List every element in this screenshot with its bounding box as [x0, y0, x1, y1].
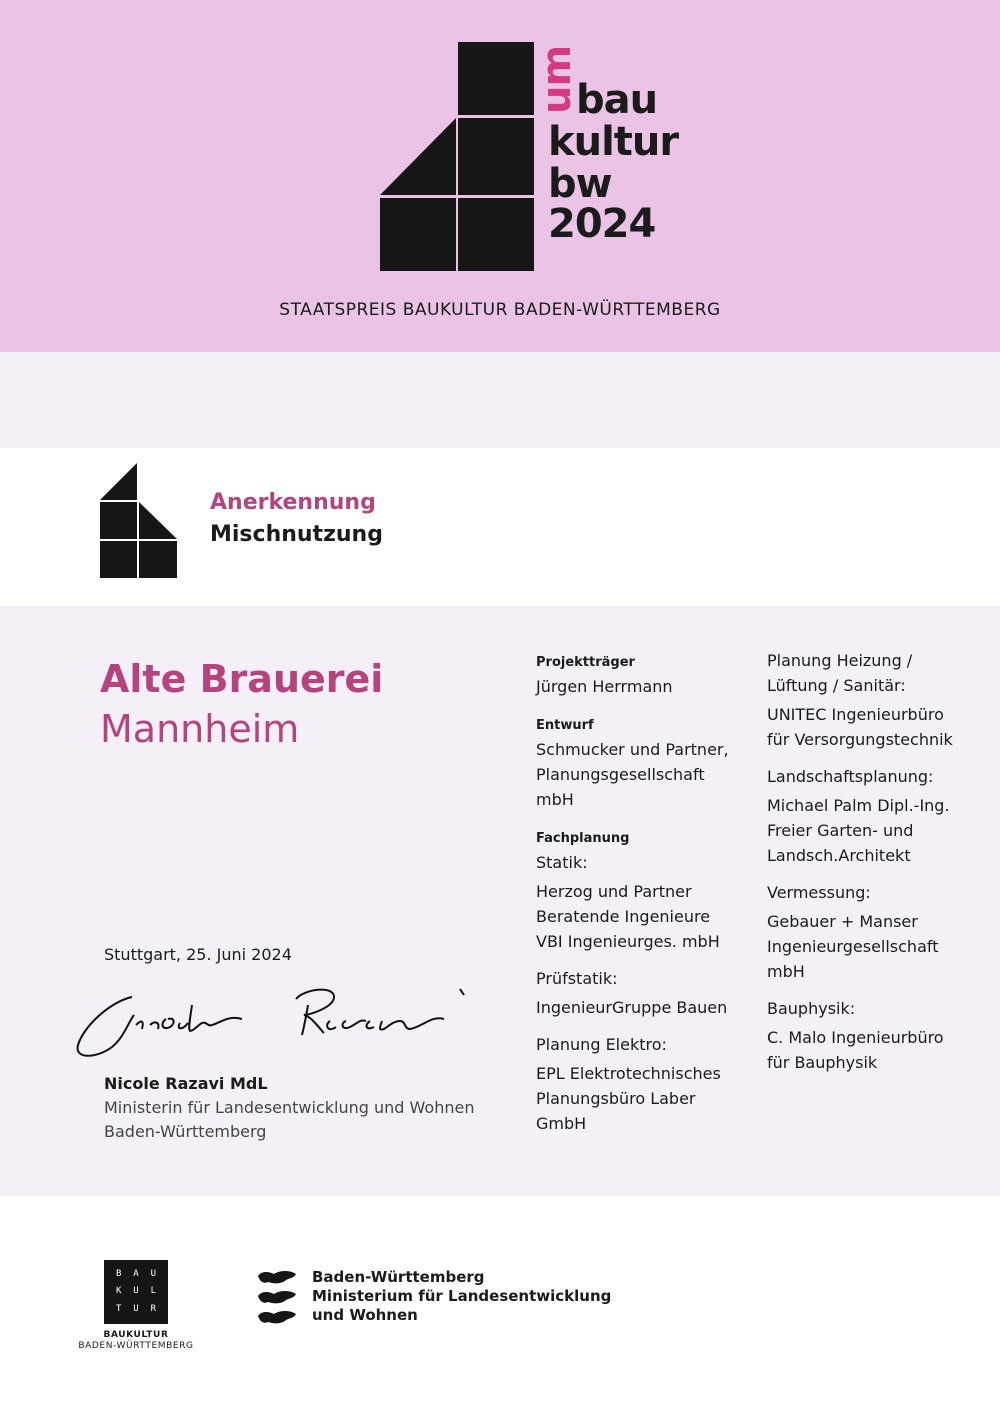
- statik-label: Statik:: [536, 853, 588, 872]
- bk-letter: U: [150, 1269, 157, 1279]
- bk-letter: R: [150, 1303, 157, 1314]
- credits-column-2: [767, 648, 967, 1075]
- bk-letter: T: [115, 1303, 122, 1314]
- baukultur-letter-grid: [110, 1266, 162, 1318]
- project-title: [100, 655, 383, 755]
- award-level: Anerkennung: [210, 490, 376, 515]
- logo-prefix: um: [534, 45, 580, 114]
- baukultur-logo-icon: [380, 42, 536, 272]
- projekttraeger-label: Projektträger: [536, 655, 635, 670]
- bauphysik-value: C. Malo Ingenieurbüro für Bauphysik: [767, 1028, 944, 1072]
- baukultur-bw-logo: [104, 1260, 168, 1324]
- logo-line-2: kultur: [548, 119, 679, 165]
- entwurf-label: Entwurf: [536, 718, 594, 733]
- vermessung-value: Gebauer + Manser Ingenieurgesellschaft mbH: [767, 912, 939, 981]
- elektro-label: Planung Elektro:: [536, 1035, 667, 1054]
- vermessung-label: Vermessung:: [767, 883, 871, 902]
- bauphysik-label: Bauphysik:: [767, 999, 856, 1018]
- baukultur-caption: [70, 1330, 202, 1352]
- landschaft-label: Landschaftsplanung:: [767, 767, 934, 786]
- bk-letter: U: [133, 1286, 139, 1297]
- pruefstatik-value: IngenieurGruppe Bauen: [536, 998, 728, 1017]
- logo-year: 2024: [548, 201, 656, 247]
- pruefstatik-label: Prüfstatik:: [536, 969, 618, 988]
- statik-value: Herzog und Partner Beratende Ingenieure VBI Ingenieurges. mbH: [536, 882, 720, 951]
- project-name: Alte Brauerei: [100, 657, 384, 701]
- baukultur-caption-1: BAUKULTUR: [103, 1330, 169, 1340]
- logo-line-1: bau: [576, 77, 658, 123]
- handwritten-signature-icon: [72, 975, 472, 1065]
- bk-letter: U: [133, 1303, 139, 1314]
- signer-name: Nicole Razavi MdL: [104, 1074, 268, 1093]
- bk-letter: A: [133, 1269, 139, 1279]
- bk-letter: B: [115, 1269, 122, 1279]
- signer-block: [104, 1072, 474, 1144]
- award-subtitle: STAATSPREIS BAUKULTUR BADEN-WÜRTTEMBERG: [279, 300, 721, 320]
- landschaft-value: Michael Palm Dipl.-Ing. Freier Garten- und Landsch.Architekt: [767, 796, 950, 865]
- light-band: [0, 352, 1000, 448]
- entwurf-value: Schmucker und Partner, Planungsgesellschaft mbH: [536, 740, 729, 809]
- state-lions-icon: [256, 1268, 300, 1326]
- project-city: Mannheim: [100, 707, 300, 751]
- category-icon: [100, 463, 178, 579]
- bk-letter: K: [115, 1286, 122, 1297]
- elektro-value: EPL Elektrotechnisches Planungsbüro Laber GmbH: [536, 1064, 721, 1133]
- projekttraeger-value: Jürgen Herrmann: [536, 677, 673, 696]
- place-date: Stuttgart, 25. Juni 2024: [104, 945, 292, 964]
- hls-value: UNITEC Ingenieurbüro für Versorgungstechnik: [767, 705, 953, 749]
- award-category: Mischnutzung: [210, 522, 383, 547]
- hls-label: Planung Heizung / Lüftung / Sanitär:: [767, 651, 913, 695]
- logo-line-3: bw: [548, 161, 612, 207]
- credits-column-1: [536, 652, 751, 1136]
- category-block: [210, 488, 383, 552]
- ministry-name: Baden-Württemberg Ministerium für Landesentwicklung und Wohnen: [312, 1268, 612, 1324]
- signer-role: Ministerin für Landesentwicklung und Wohnen Baden-Württemberg: [104, 1098, 475, 1141]
- fachplanung-label: Fachplanung: [536, 831, 630, 846]
- baukultur-caption-2: BADEN-WÜRTTEMBERG: [78, 1341, 194, 1351]
- bk-letter: L: [150, 1286, 157, 1297]
- logo-wordmark: [534, 45, 698, 247]
